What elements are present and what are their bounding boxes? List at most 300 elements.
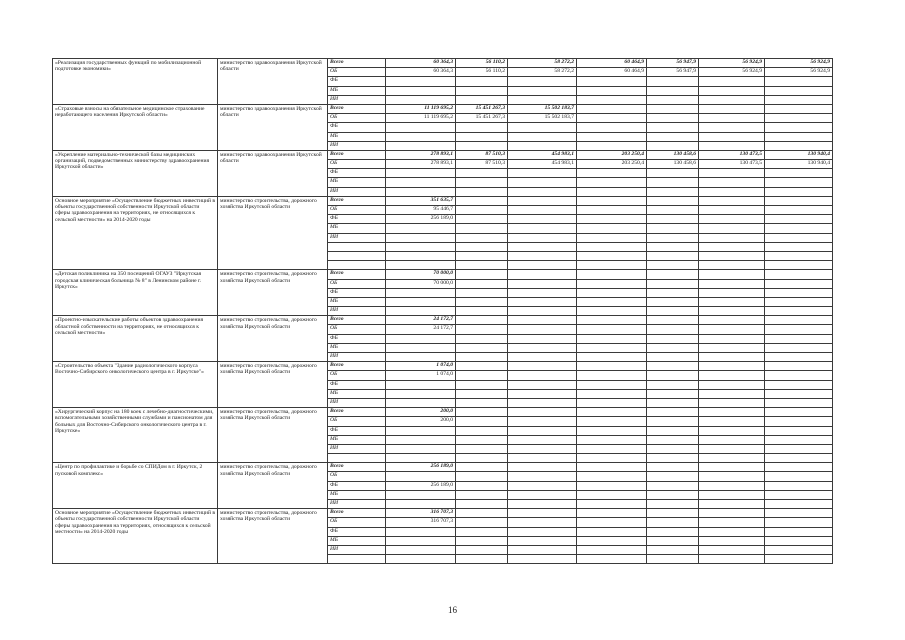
amount-cell [765, 123, 833, 132]
amount-cell [577, 77, 647, 86]
funding-source-cell: МБ [328, 86, 386, 95]
amount-cell: 58 272,2 [508, 59, 577, 68]
amount-cell [577, 288, 647, 297]
amount-cell [456, 362, 508, 371]
amount-cell [577, 334, 647, 343]
measure-name-cell: Основное мероприятие «Осуществление бюджетных инвестиций в объекты государственной собственности Иркутской области сферы здравоохранения на территориях, не относящихся к сельской местности» на 2014-2020 годы [53, 196, 218, 270]
amount-cell [508, 261, 577, 270]
amount-cell [647, 500, 699, 509]
amount-cell [699, 178, 765, 187]
amount-cell [577, 500, 647, 509]
amount-cell [386, 444, 456, 453]
funding-source-cell [328, 454, 386, 463]
amount-cell: 24 172,7 [386, 325, 456, 334]
amount-cell [508, 518, 577, 527]
amount-cell [456, 426, 508, 435]
amount-cell [765, 325, 833, 334]
amount-cell [508, 325, 577, 334]
amount-cell [699, 408, 765, 417]
amount-cell: 454 983,1 [508, 160, 577, 169]
amount-cell [699, 270, 765, 279]
amount-cell [765, 261, 833, 270]
amount-cell [765, 389, 833, 398]
amount-cell: 60 464,9 [577, 68, 647, 77]
amount-cell [699, 380, 765, 389]
amount-cell [386, 353, 456, 362]
amount-cell [699, 279, 765, 288]
funding-source-cell: МБ [328, 389, 386, 398]
amount-cell [386, 435, 456, 444]
amount-cell [577, 408, 647, 417]
table-row [53, 270, 833, 279]
amount-cell [765, 417, 833, 426]
amount-cell [647, 435, 699, 444]
measure-name-cell: «Детская поликлиника на 350 посещений ОГАУЗ "Иркутская городская клиническая больница № 8" в Ленинском районе г. Иркутск» [53, 270, 218, 316]
amount-cell [577, 481, 647, 490]
amount-cell [577, 444, 647, 453]
amount-cell [508, 242, 577, 251]
amount-cell [577, 196, 647, 205]
amount-cell [765, 444, 833, 453]
amount-cell [699, 316, 765, 325]
amount-cell [456, 261, 508, 270]
amount-cell [699, 454, 765, 463]
funding-source-cell: Всего [328, 316, 386, 325]
funding-source-cell: ИИ [328, 95, 386, 104]
amount-cell: 203 250,4 [577, 150, 647, 159]
amount-cell [647, 371, 699, 380]
amount-cell [386, 389, 456, 398]
amount-cell [456, 371, 508, 380]
amount-cell [508, 251, 577, 260]
amount-cell [699, 555, 765, 564]
table-row [53, 104, 833, 113]
amount-cell [577, 242, 647, 251]
amount-cell [577, 527, 647, 536]
funding-source-cell: ОБ [328, 279, 386, 288]
amount-cell [456, 178, 508, 187]
amount-cell [456, 242, 508, 251]
amount-cell [577, 261, 647, 270]
amount-cell [508, 417, 577, 426]
amount-cell [647, 215, 699, 224]
amount-cell [699, 288, 765, 297]
amount-cell [765, 500, 833, 509]
funding-source-cell: ОБ [328, 518, 386, 527]
amount-cell [699, 169, 765, 178]
amount-cell [456, 325, 508, 334]
amount-cell [508, 270, 577, 279]
amount-cell [765, 95, 833, 104]
amount-cell [386, 77, 456, 86]
amount-cell [456, 141, 508, 150]
amount-cell [765, 86, 833, 95]
funding-source-cell: МБ [328, 224, 386, 233]
amount-cell [647, 77, 699, 86]
amount-cell [699, 141, 765, 150]
amount-cell [577, 307, 647, 316]
amount-cell [508, 481, 577, 490]
amount-cell [508, 353, 577, 362]
amount-cell [577, 169, 647, 178]
amount-cell [699, 490, 765, 499]
amount-cell: 60 364,3 [386, 68, 456, 77]
amount-cell [456, 527, 508, 536]
funding-source-cell: Всего [328, 408, 386, 417]
amount-cell [699, 426, 765, 435]
amount-cell [765, 178, 833, 187]
funding-source-cell: ИИ [328, 353, 386, 362]
funding-source-cell: ФБ [328, 334, 386, 343]
amount-cell [699, 123, 765, 132]
funding-source-cell: ИИ [328, 398, 386, 407]
amount-cell [699, 371, 765, 380]
amount-cell: 256 189,0 [386, 481, 456, 490]
amount-cell [647, 444, 699, 453]
funding-source-cell [328, 251, 386, 260]
amount-cell [577, 509, 647, 518]
amount-cell [577, 426, 647, 435]
amount-cell: 11 119 695,2 [386, 114, 456, 123]
amount-cell [765, 114, 833, 123]
funding-source-cell [328, 261, 386, 270]
amount-cell [647, 242, 699, 251]
amount-cell [577, 353, 647, 362]
amount-cell [647, 251, 699, 260]
amount-cell [386, 343, 456, 352]
amount-cell [699, 233, 765, 242]
amount-cell [699, 343, 765, 352]
amount-cell [647, 279, 699, 288]
amount-cell [386, 224, 456, 233]
amount-cell [765, 518, 833, 527]
amount-cell [647, 426, 699, 435]
executor-cell: министерство строительства, дорожного хозяйства Иркутской области [218, 509, 328, 564]
amount-cell [386, 426, 456, 435]
amount-cell [456, 380, 508, 389]
amount-cell [647, 536, 699, 545]
executor-cell: министерство строительства, дорожного хозяйства Иркутской области [218, 408, 328, 463]
amount-cell [765, 353, 833, 362]
amount-cell [577, 472, 647, 481]
amount-cell [765, 288, 833, 297]
page-number: 16 [448, 605, 457, 615]
measure-name-cell: «Хирургический корпус на 180 коек с лечебно-диагностическими, вспомогательными хозяйственными службами и пансионатом для больных для Восточно-Сибирского онкологического центра в г. Иркутске» [53, 408, 218, 463]
amount-cell [765, 215, 833, 224]
amount-cell [699, 95, 765, 104]
executor-cell: министерство здравоохранения Иркутской области [218, 59, 328, 105]
amount-cell: 256 189,0 [386, 215, 456, 224]
amount-cell [647, 114, 699, 123]
executor-cell: министерство строительства, дорожного хозяйства Иркутской области [218, 362, 328, 408]
amount-cell: 15 502 183,7 [508, 114, 577, 123]
amount-cell [765, 187, 833, 196]
amount-cell [456, 215, 508, 224]
amount-cell [647, 398, 699, 407]
amount-cell [765, 463, 833, 472]
amount-cell [699, 215, 765, 224]
amount-cell: 56 110,2 [456, 59, 508, 68]
amount-cell: 15 502 183,7 [508, 104, 577, 113]
amount-cell [577, 279, 647, 288]
amount-cell [577, 104, 647, 113]
amount-cell [699, 536, 765, 545]
amount-cell [699, 86, 765, 95]
amount-cell: 130 458,6 [647, 160, 699, 169]
amount-cell [699, 242, 765, 251]
table-row [53, 196, 833, 205]
amount-cell [765, 371, 833, 380]
funding-source-cell: Всего [328, 150, 386, 159]
amount-cell [765, 408, 833, 417]
amount-cell: 15 451 267,3 [456, 114, 508, 123]
funding-source-cell: ФБ [328, 481, 386, 490]
amount-cell [386, 297, 456, 306]
amount-cell [456, 270, 508, 279]
funding-source-cell: МБ [328, 435, 386, 444]
funding-source-cell: ОБ [328, 371, 386, 380]
amount-cell [508, 472, 577, 481]
amount-cell [577, 545, 647, 554]
amount-cell: 1 074,0 [386, 371, 456, 380]
amount-cell [765, 132, 833, 141]
amount-cell: 95 446,7 [386, 206, 456, 215]
funding-source-cell: ФБ [328, 77, 386, 86]
table-row [53, 362, 833, 371]
amount-cell [765, 527, 833, 536]
funding-source-cell: ИИ [328, 444, 386, 453]
amount-cell [647, 555, 699, 564]
amount-cell [386, 86, 456, 95]
amount-cell [699, 500, 765, 509]
amount-cell [647, 417, 699, 426]
amount-cell [699, 114, 765, 123]
amount-cell: 316 707,3 [386, 518, 456, 527]
amount-cell [386, 251, 456, 260]
amount-cell [577, 417, 647, 426]
amount-cell [456, 297, 508, 306]
amount-cell [386, 454, 456, 463]
amount-cell [699, 444, 765, 453]
funding-source-cell: ИИ [328, 500, 386, 509]
amount-cell [699, 206, 765, 215]
amount-cell [699, 417, 765, 426]
amount-cell [386, 132, 456, 141]
amount-cell [508, 95, 577, 104]
amount-cell [456, 463, 508, 472]
amount-cell [765, 270, 833, 279]
amount-cell [699, 518, 765, 527]
amount-cell [647, 353, 699, 362]
amount-cell [456, 398, 508, 407]
amount-cell [647, 297, 699, 306]
amount-cell [456, 224, 508, 233]
amount-cell [699, 389, 765, 398]
amount-cell [647, 95, 699, 104]
amount-cell [765, 362, 833, 371]
table-row [53, 408, 833, 417]
amount-cell: 24 172,7 [386, 316, 456, 325]
amount-cell [647, 288, 699, 297]
amount-cell [456, 251, 508, 260]
amount-cell: 56 924,9 [765, 59, 833, 68]
amount-cell [386, 398, 456, 407]
executor-cell: министерство здравоохранения Иркутской области [218, 104, 328, 150]
amount-cell: 58 272,2 [508, 68, 577, 77]
amount-cell [577, 95, 647, 104]
amount-cell [508, 545, 577, 554]
amount-cell [699, 297, 765, 306]
amount-cell: 70 000,0 [386, 270, 456, 279]
funding-source-cell: ОБ [328, 114, 386, 123]
amount-cell [508, 169, 577, 178]
amount-cell [765, 242, 833, 251]
amount-cell [386, 187, 456, 196]
amount-cell [577, 132, 647, 141]
amount-cell: 56 924,9 [699, 59, 765, 68]
amount-cell [699, 251, 765, 260]
amount-cell: 15 451 267,3 [456, 104, 508, 113]
amount-cell [577, 380, 647, 389]
funding-source-cell: ФБ [328, 426, 386, 435]
amount-cell [647, 187, 699, 196]
amount-cell [699, 196, 765, 205]
amount-cell [699, 353, 765, 362]
amount-cell [699, 362, 765, 371]
amount-cell [647, 380, 699, 389]
amount-cell [456, 481, 508, 490]
amount-cell [699, 509, 765, 518]
amount-cell [508, 178, 577, 187]
amount-cell [508, 463, 577, 472]
executor-cell: министерство строительства, дорожного хозяйства Иркутской области [218, 270, 328, 316]
amount-cell [765, 481, 833, 490]
amount-cell [577, 141, 647, 150]
amount-cell [508, 279, 577, 288]
amount-cell [508, 141, 577, 150]
amount-cell [765, 141, 833, 150]
amount-cell [386, 545, 456, 554]
amount-cell [577, 325, 647, 334]
amount-cell [577, 297, 647, 306]
amount-cell: 56 110,2 [456, 68, 508, 77]
amount-cell: 130 940,4 [765, 150, 833, 159]
amount-cell [386, 490, 456, 499]
amount-cell [699, 104, 765, 113]
amount-cell [647, 233, 699, 242]
amount-cell [386, 141, 456, 150]
amount-cell [577, 86, 647, 95]
funding-source-cell: МБ [328, 490, 386, 499]
amount-cell [508, 123, 577, 132]
amount-cell: 56 947,9 [647, 68, 699, 77]
amount-cell [508, 380, 577, 389]
amount-cell [456, 444, 508, 453]
amount-cell [508, 408, 577, 417]
amount-cell [765, 380, 833, 389]
amount-cell [699, 435, 765, 444]
amount-cell [386, 536, 456, 545]
funding-source-cell: Всего [328, 362, 386, 371]
funding-source-cell: ФБ [328, 123, 386, 132]
amount-cell [508, 316, 577, 325]
amount-cell [577, 454, 647, 463]
amount-cell [647, 490, 699, 499]
amount-cell [456, 454, 508, 463]
amount-cell [647, 307, 699, 316]
amount-cell [647, 196, 699, 205]
amount-cell [456, 343, 508, 352]
table-row [53, 463, 833, 472]
amount-cell [386, 380, 456, 389]
budget-table [52, 58, 833, 564]
amount-cell [647, 316, 699, 325]
amount-cell [699, 77, 765, 86]
amount-cell [647, 518, 699, 527]
amount-cell [647, 389, 699, 398]
amount-cell [508, 527, 577, 536]
amount-cell [699, 398, 765, 407]
amount-cell: 56 924,9 [699, 68, 765, 77]
amount-cell [647, 261, 699, 270]
amount-cell [577, 398, 647, 407]
amount-cell [456, 500, 508, 509]
funding-source-cell: МБ [328, 297, 386, 306]
funding-source-cell: МБ [328, 536, 386, 545]
table-row [53, 59, 833, 68]
amount-cell [386, 95, 456, 104]
amount-cell [386, 500, 456, 509]
amount-cell [765, 196, 833, 205]
amount-cell [508, 435, 577, 444]
amount-cell [699, 527, 765, 536]
amount-cell [699, 325, 765, 334]
amount-cell [577, 233, 647, 242]
executor-cell: министерство строительства, дорожного хозяйства Иркутской области [218, 316, 328, 362]
amount-cell [577, 490, 647, 499]
amount-cell [765, 509, 833, 518]
amount-cell [577, 362, 647, 371]
amount-cell [386, 334, 456, 343]
amount-cell [765, 233, 833, 242]
amount-cell [765, 169, 833, 178]
amount-cell [386, 307, 456, 316]
amount-cell [765, 334, 833, 343]
funding-source-cell: Всего [328, 463, 386, 472]
amount-cell [699, 334, 765, 343]
amount-cell: 200,0 [386, 417, 456, 426]
funding-source-cell: ИИ [328, 141, 386, 150]
executor-cell: министерство строительства, дорожного хозяйства Иркутской области [218, 463, 328, 509]
amount-cell [386, 288, 456, 297]
amount-cell [647, 408, 699, 417]
measure-name-cell: «Строительство объекта "Здание радиологического корпуса Восточно-Сибирского онкологического центра в г. Иркутске"» [53, 362, 218, 408]
amount-cell [386, 123, 456, 132]
amount-cell [765, 316, 833, 325]
amount-cell [456, 187, 508, 196]
amount-cell [647, 206, 699, 215]
amount-cell [577, 435, 647, 444]
amount-cell [386, 472, 456, 481]
amount-cell [508, 86, 577, 95]
amount-cell [386, 527, 456, 536]
amount-cell [508, 454, 577, 463]
amount-cell [577, 536, 647, 545]
amount-cell: 316 707,3 [386, 509, 456, 518]
amount-cell [456, 95, 508, 104]
amount-cell [765, 251, 833, 260]
amount-cell [456, 536, 508, 545]
